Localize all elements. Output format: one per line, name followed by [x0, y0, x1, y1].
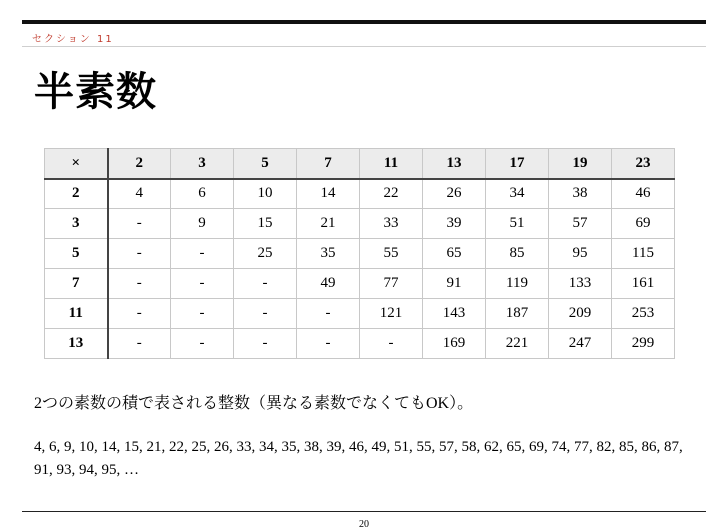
product-cell: 143 [423, 299, 486, 329]
table-row [45, 209, 675, 239]
product-cell: - [360, 329, 423, 359]
product-cell: 91 [423, 269, 486, 299]
product-cell: 10 [234, 179, 297, 209]
corner-cell: × [45, 149, 108, 179]
product-cell: 253 [612, 299, 675, 329]
column-header: 2 [108, 149, 171, 179]
product-cell: 57 [549, 209, 612, 239]
product-cell: 121 [360, 299, 423, 329]
column-header: 11 [360, 149, 423, 179]
product-cell: - [297, 299, 360, 329]
product-cell: 299 [612, 329, 675, 359]
product-cell: 187 [486, 299, 549, 329]
product-cell: 26 [423, 179, 486, 209]
product-cell: 221 [486, 329, 549, 359]
product-cell: 133 [549, 269, 612, 299]
table-row [45, 239, 675, 269]
page-number: 20 [359, 519, 369, 530]
product-cell: 77 [360, 269, 423, 299]
page-title: 半素数 [34, 69, 157, 115]
product-cell: 51 [486, 209, 549, 239]
product-cell: - [234, 329, 297, 359]
product-cell: - [108, 269, 171, 299]
product-cell: 9 [171, 209, 234, 239]
semiprime-table [44, 148, 675, 359]
row-header: 11 [45, 299, 108, 329]
product-cell: - [171, 299, 234, 329]
product-cell: 6 [171, 179, 234, 209]
product-cell: 209 [549, 299, 612, 329]
product-cell: 65 [423, 239, 486, 269]
column-header: 13 [423, 149, 486, 179]
product-cell: - [171, 269, 234, 299]
column-header: 17 [486, 149, 549, 179]
product-cell: - [297, 329, 360, 359]
product-cell: 95 [549, 239, 612, 269]
column-header: 19 [549, 149, 612, 179]
product-cell: - [108, 329, 171, 359]
product-cell: - [171, 329, 234, 359]
product-cell: 85 [486, 239, 549, 269]
row-header: 5 [45, 239, 108, 269]
product-cell: 46 [612, 179, 675, 209]
product-cell: 35 [297, 239, 360, 269]
row-header: 13 [45, 329, 108, 359]
section-divider [22, 46, 706, 47]
table-row [45, 179, 675, 209]
product-cell: 33 [360, 209, 423, 239]
table-row [45, 269, 675, 299]
product-cell: 247 [549, 329, 612, 359]
product-cell: - [108, 239, 171, 269]
column-header: 7 [297, 149, 360, 179]
product-cell: 22 [360, 179, 423, 209]
product-cell: 21 [297, 209, 360, 239]
product-cell: 38 [549, 179, 612, 209]
product-cell: 169 [423, 329, 486, 359]
product-cell: 15 [234, 209, 297, 239]
column-header: 3 [171, 149, 234, 179]
product-cell: - [108, 209, 171, 239]
product-cell: 25 [234, 239, 297, 269]
row-header: 7 [45, 269, 108, 299]
semiprime-sequence: 4, 6, 9, 10, 14, 15, 21, 22, 25, 26, 33, 34, 35, 38, 39, 46, 49, 51, 55, 57, 58, 62, 65, 69, 74, 77, 82, 85, 86, 87, 91, 93, 94, 95, … [34, 439, 683, 478]
product-cell: 55 [360, 239, 423, 269]
product-cell: 69 [612, 209, 675, 239]
table-row [45, 329, 675, 359]
product-cell: - [171, 239, 234, 269]
product-cell: 119 [486, 269, 549, 299]
column-header: 5 [234, 149, 297, 179]
product-cell: - [234, 299, 297, 329]
slide [22, 20, 706, 530]
row-header: 2 [45, 179, 108, 209]
product-cell: 14 [297, 179, 360, 209]
column-header: 23 [612, 149, 675, 179]
product-cell: 49 [297, 269, 360, 299]
product-cell: 161 [612, 269, 675, 299]
table-row [45, 299, 675, 329]
row-header: 3 [45, 209, 108, 239]
product-cell: 4 [108, 179, 171, 209]
definition-text: 2つの素数の積で表される整数（異なる素数でなくてもOK）。 [34, 395, 474, 412]
product-cell: 34 [486, 179, 549, 209]
product-cell: - [234, 269, 297, 299]
product-cell: - [108, 299, 171, 329]
product-cell: 39 [423, 209, 486, 239]
header-row [45, 149, 675, 179]
section-label: セクション 11 [32, 34, 114, 45]
product-cell: 115 [612, 239, 675, 269]
